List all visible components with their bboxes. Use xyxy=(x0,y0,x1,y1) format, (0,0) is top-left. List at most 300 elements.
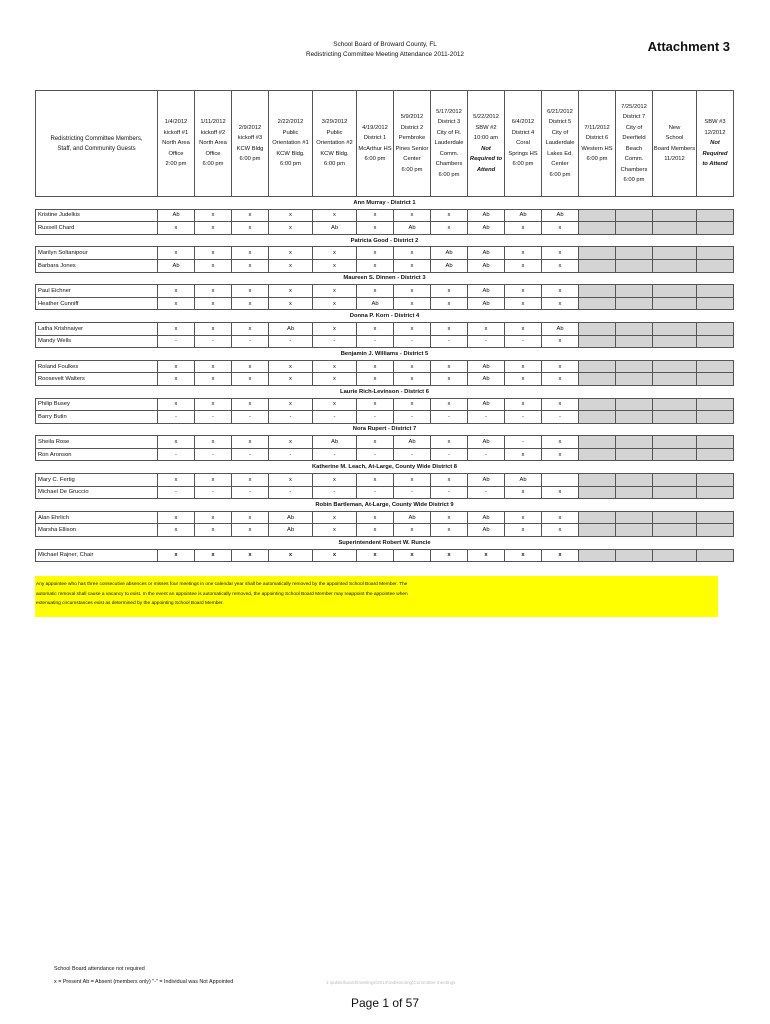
column-header-line: kickoff #2 xyxy=(200,129,226,136)
attendance-cell: x xyxy=(158,474,195,487)
column-header-line: KCW Bldg. xyxy=(320,150,349,157)
attendance-cell: x xyxy=(269,398,313,411)
table-row xyxy=(36,285,734,298)
attendance-cell: x xyxy=(394,297,431,310)
attendance-cell: Ab xyxy=(468,222,505,235)
attendance-cell: - xyxy=(505,436,542,449)
attendance-cell xyxy=(579,209,616,222)
attendance-cell: Ab xyxy=(468,247,505,260)
attendance-cell xyxy=(616,411,653,424)
document-title-line2: Redistricting Committee Meeting Attendance 2011-2012 xyxy=(306,51,464,58)
attendance-cell xyxy=(579,524,616,537)
column-header-line: 6:00 pm xyxy=(364,156,386,162)
attendance-cell: x xyxy=(313,511,357,524)
attendance-cell: - xyxy=(468,448,505,461)
attendance-cell: x xyxy=(542,549,579,562)
attendance-cell: x xyxy=(269,222,313,235)
attendance-cell xyxy=(616,549,653,562)
column-header-line: 11/2012 xyxy=(664,156,685,162)
file-path-watermark: J:\public\board\meetings\2013\redistricting\Committee meetings xyxy=(326,980,456,985)
attachment-label: Attachment 3 xyxy=(647,39,730,54)
attendance-cell: x xyxy=(232,209,269,222)
attendance-cell: x xyxy=(542,511,579,524)
column-header-meeting xyxy=(579,91,616,197)
attendance-cell xyxy=(653,373,697,386)
attendance-cell: Ab xyxy=(394,436,431,449)
attendance-cell: x xyxy=(431,360,468,373)
attendance-cell xyxy=(542,474,579,487)
attendance-cell: Ab xyxy=(468,524,505,537)
attendance-cell: Ab xyxy=(468,285,505,298)
attendance-cell: x xyxy=(158,222,195,235)
attendance-cell xyxy=(653,222,697,235)
attendance-cell xyxy=(616,285,653,298)
column-header-line: Orientation #2 xyxy=(316,140,353,147)
attendance-cell: x xyxy=(232,524,269,537)
attendance-cell xyxy=(697,209,734,222)
attendance-cell: - xyxy=(158,335,195,348)
attendance-cell: x xyxy=(313,398,357,411)
attendance-cell xyxy=(653,398,697,411)
table-row xyxy=(36,222,734,235)
attendance-cell xyxy=(579,335,616,348)
column-header-line: 6:00 pm xyxy=(239,156,261,162)
attendance-cell: x xyxy=(195,259,232,272)
attendance-cell: x xyxy=(357,209,394,222)
table-row xyxy=(36,335,734,348)
attendance-cell: x xyxy=(269,360,313,373)
attendance-cell xyxy=(697,360,734,373)
column-header-line: SBW #2 xyxy=(475,124,497,131)
column-header-meeting xyxy=(195,91,232,197)
attendance-cell: x xyxy=(232,511,269,524)
column-header-line: 2/9/2012 xyxy=(238,124,262,131)
attendance-cell: - xyxy=(357,486,394,499)
attendance-cell: - xyxy=(158,486,195,499)
attendance-cell xyxy=(653,259,697,272)
attendance-cell: x xyxy=(394,549,431,562)
attendance-cell: x xyxy=(357,398,394,411)
column-header-line: SBW #3 xyxy=(704,119,726,126)
attendance-cell: Ab xyxy=(468,436,505,449)
section-header-row xyxy=(36,272,734,285)
column-header-line: Redistricting Committee Members, xyxy=(50,135,143,142)
attendance-cell: x xyxy=(431,398,468,411)
section-title: Benjamin J. Williams - District 5 xyxy=(36,348,734,361)
attendance-cell xyxy=(697,549,734,562)
attendance-cell xyxy=(579,474,616,487)
attendance-cell: Ab xyxy=(468,297,505,310)
column-header-line: Public xyxy=(282,129,299,136)
table-row xyxy=(36,297,734,310)
table-row xyxy=(36,360,734,373)
attendance-cell: x xyxy=(431,549,468,562)
attendance-cell: x xyxy=(195,285,232,298)
attendance-cell xyxy=(616,222,653,235)
attendance-cell: x xyxy=(505,360,542,373)
attendance-cell: x xyxy=(431,373,468,386)
attendance-cell: Ab xyxy=(313,222,357,235)
attendance-cell: - xyxy=(505,335,542,348)
attendance-cell: x xyxy=(505,486,542,499)
column-header-note: Not xyxy=(710,140,720,147)
attendance-cell: x xyxy=(542,398,579,411)
attendance-cell: - xyxy=(269,411,313,424)
table-row xyxy=(36,322,734,335)
attendance-cell: Ab xyxy=(468,474,505,487)
attendance-cell: x xyxy=(357,360,394,373)
column-header-line: Staff, and Community Guests xyxy=(57,145,136,152)
column-header-meeting xyxy=(232,91,269,197)
attendance-cell: - xyxy=(232,411,269,424)
attendance-cell: - xyxy=(468,411,505,424)
column-header-line: 7/11/2012 xyxy=(584,124,610,131)
attendance-cell: x xyxy=(431,297,468,310)
column-header-line: New xyxy=(668,124,681,131)
attendance-cell: x xyxy=(431,209,468,222)
attendance-cell xyxy=(697,222,734,235)
attendance-cell: x xyxy=(195,360,232,373)
section-title: Maureen S. Dinnen - District 3 xyxy=(36,272,734,285)
attendance-cell: - xyxy=(394,486,431,499)
attendance-cell: x xyxy=(195,322,232,335)
attendance-cell: x xyxy=(357,259,394,272)
column-header-line: North Area xyxy=(162,140,190,147)
attendance-cell: Ab xyxy=(468,360,505,373)
attendance-cell xyxy=(616,436,653,449)
attendance-cell: - xyxy=(158,448,195,461)
column-header-note: to Attend xyxy=(702,161,728,168)
attendance-cell: x xyxy=(357,285,394,298)
attendance-cell: x xyxy=(468,322,505,335)
attendance-cell: x xyxy=(357,549,394,562)
attendance-cell: x xyxy=(357,436,394,449)
attendance-cell: x xyxy=(542,524,579,537)
column-header-line: Pembroke xyxy=(398,135,426,141)
column-header-line: Comm. xyxy=(624,156,644,162)
attendance-cell: - xyxy=(269,486,313,499)
column-header-line: 3/29/2012 xyxy=(321,119,348,126)
attendance-cell xyxy=(579,511,616,524)
column-header-line: KCW Bldg xyxy=(236,145,264,152)
attendance-cell xyxy=(579,486,616,499)
attendance-cell: - xyxy=(158,411,195,424)
column-header-line: Deerfield xyxy=(622,135,646,141)
attendance-cell xyxy=(653,524,697,537)
attendance-cell: x xyxy=(313,474,357,487)
table-row xyxy=(36,247,734,260)
attendance-cell: - xyxy=(357,411,394,424)
column-header-line: 6:00 pm xyxy=(324,161,345,168)
attendance-cell: x xyxy=(542,373,579,386)
attendance-cell: x xyxy=(394,524,431,537)
attendance-cell: x xyxy=(232,247,269,260)
attendance-cell: x xyxy=(313,322,357,335)
section-title: Patricia Good - District 2 xyxy=(36,234,734,247)
attendance-cell: Ab xyxy=(313,436,357,449)
attendance-cell: x xyxy=(158,398,195,411)
attendance-cell: - xyxy=(505,411,542,424)
column-header-line: 5/22/2012 xyxy=(473,114,499,120)
attendance-cell: x xyxy=(158,373,195,386)
table-row xyxy=(36,209,734,222)
column-header-line: 1/11/2012 xyxy=(200,119,226,126)
attendance-cell: - xyxy=(468,335,505,348)
attendance-cell xyxy=(616,247,653,260)
notice-line: Any appointee who has three consecutive absences or misses four meetings in one calendar year shall be automatically removed by the appointed School Board Member. The xyxy=(36,582,408,587)
attendance-cell: x xyxy=(195,398,232,411)
section-header-row xyxy=(36,537,734,550)
attendance-cell: x xyxy=(394,474,431,487)
member-name: Mandy Wells xyxy=(36,335,158,348)
column-header-line: 6/21/2012 xyxy=(547,108,573,115)
attendance-cell: x xyxy=(394,209,431,222)
footnote-board-attendance: School Board attendance not required xyxy=(54,966,145,972)
column-header-line: District 3 xyxy=(437,119,461,126)
section-header-row xyxy=(36,499,734,512)
attendance-cell: x xyxy=(232,373,269,386)
attendance-cell: x xyxy=(505,524,542,537)
column-header-line: 5/9/2012 xyxy=(400,114,424,120)
attendance-cell: x xyxy=(394,285,431,298)
attendance-cell: - xyxy=(313,335,357,348)
table-row xyxy=(36,373,734,386)
column-header-line: Center xyxy=(551,161,569,168)
table-row xyxy=(36,259,734,272)
attendance-cell: x xyxy=(195,247,232,260)
attendance-cell: x xyxy=(269,436,313,449)
column-header-line: kickoff #1 xyxy=(163,129,189,136)
attendance-cell xyxy=(616,209,653,222)
table-row xyxy=(36,474,734,487)
attendance-cell: x xyxy=(232,259,269,272)
attendance-cell: x xyxy=(505,511,542,524)
attendance-cell xyxy=(616,322,653,335)
column-header-line: Center xyxy=(403,156,421,162)
column-header-line: Lauderdale xyxy=(545,140,575,147)
section-header-row xyxy=(36,423,734,436)
attendance-cell: x xyxy=(313,360,357,373)
column-header-line: 6:00 pm xyxy=(401,166,423,173)
member-name: Russell Chard xyxy=(36,222,158,235)
attendance-cell: - xyxy=(195,335,232,348)
attendance-cell: x xyxy=(357,322,394,335)
column-header-note: Required xyxy=(702,150,728,157)
attendance-cell: x xyxy=(158,549,195,562)
attendance-cell xyxy=(653,549,697,562)
attendance-cell: x xyxy=(269,247,313,260)
attendance-cell: Ab xyxy=(468,209,505,222)
column-header-line: Pines Senior xyxy=(395,145,429,152)
section-header-row xyxy=(36,310,734,323)
attendance-cell: x xyxy=(357,222,394,235)
attendance-cell: x xyxy=(542,335,579,348)
attendance-cell: x xyxy=(195,222,232,235)
attendance-cell: x xyxy=(542,448,579,461)
attendance-cell: x xyxy=(158,285,195,298)
document-title-line1: School Board of Broward County, FL xyxy=(333,41,437,48)
column-header-meeting xyxy=(697,91,734,197)
attendance-cell: x xyxy=(158,360,195,373)
attendance-cell xyxy=(697,247,734,260)
attendance-cell: x xyxy=(394,373,431,386)
member-name: Heather Cunniff xyxy=(36,297,158,310)
member-name: Sheila Rose xyxy=(36,436,158,449)
attendance-cell: x xyxy=(195,549,232,562)
attendance-cell xyxy=(616,511,653,524)
column-header-line: 2:00 pm xyxy=(165,161,187,168)
attendance-cell: Ab xyxy=(468,398,505,411)
attendance-cell: x xyxy=(269,259,313,272)
table-row xyxy=(36,398,734,411)
attendance-cell: x xyxy=(158,511,195,524)
attendance-cell xyxy=(653,411,697,424)
column-header-line: 6:00 pm xyxy=(549,171,571,178)
attendance-cell: - xyxy=(232,448,269,461)
attendance-cell: x xyxy=(357,474,394,487)
attendance-cell: Ab xyxy=(158,259,195,272)
column-header-line: 6:00 pm xyxy=(202,161,224,168)
attendance-cell xyxy=(616,448,653,461)
column-header-line: 10:00 am xyxy=(473,135,499,141)
attendance-cell: Ab xyxy=(431,247,468,260)
attendance-cell: - xyxy=(195,448,232,461)
attendance-cell: Ab xyxy=(269,322,313,335)
attendance-cell: - xyxy=(195,486,232,499)
attendance-cell: x xyxy=(158,247,195,260)
attendance-cell xyxy=(653,448,697,461)
column-header-line: KCW Bldg. xyxy=(276,150,305,157)
attendance-cell: Ab xyxy=(505,209,542,222)
attendance-cell: x xyxy=(542,285,579,298)
attendance-cell: x xyxy=(431,436,468,449)
column-header-line: Beach xyxy=(625,145,643,152)
footnote-legend: x = Present Ab = Absent (members only) "-" = Individual was Not Appointed xyxy=(54,979,234,985)
column-header-line: District 5 xyxy=(548,119,572,126)
attendance-cell: x xyxy=(505,247,542,260)
column-header-line: 2/22/2012 xyxy=(277,119,304,126)
attendance-cell: x xyxy=(357,511,394,524)
removal-notice xyxy=(35,576,718,617)
column-header-line: 6/4/2012 xyxy=(511,119,535,126)
member-name: Ron Aronson xyxy=(36,448,158,461)
attendance-cell: - xyxy=(431,486,468,499)
column-header-meeting xyxy=(431,91,468,197)
member-name: Barbara Jones xyxy=(36,259,158,272)
attendance-cell: x xyxy=(431,474,468,487)
attendance-cell: x xyxy=(232,398,269,411)
column-header-meeting xyxy=(542,91,579,197)
attendance-cell xyxy=(579,373,616,386)
attendance-cell: x xyxy=(269,297,313,310)
section-header-row xyxy=(36,234,734,247)
table-row xyxy=(36,448,734,461)
attendance-cell: x xyxy=(542,360,579,373)
attendance-cell: x xyxy=(394,398,431,411)
column-header-meeting xyxy=(158,91,195,197)
section-title: Donna P. Korn - District 4 xyxy=(36,310,734,323)
column-header-line: 4/19/2012 xyxy=(362,124,388,131)
attendance-cell: Ab xyxy=(468,511,505,524)
attendance-cell: - xyxy=(394,448,431,461)
attendance-cell: x xyxy=(394,322,431,335)
header-row xyxy=(36,91,734,197)
column-header-note: Required to xyxy=(469,156,503,162)
column-header-line: Office xyxy=(205,150,221,157)
attendance-cell: x xyxy=(357,373,394,386)
column-header-line: Chambers xyxy=(435,161,463,168)
attendance-cell: Ab xyxy=(357,297,394,310)
member-name: Michael De Gruccio xyxy=(36,486,158,499)
column-header-line: Lakes Ed. xyxy=(547,150,573,157)
attendance-cell: - xyxy=(431,335,468,348)
column-header-meeting xyxy=(468,91,505,197)
column-header-line: 6:00 pm xyxy=(512,161,534,168)
attendance-cell xyxy=(579,297,616,310)
attendance-cell: Ab xyxy=(269,524,313,537)
attendance-cell xyxy=(653,335,697,348)
column-header-line: Orientation #1 xyxy=(272,140,309,147)
attendance-cell: x xyxy=(232,322,269,335)
attendance-cell xyxy=(697,297,734,310)
attendance-cell xyxy=(579,222,616,235)
attendance-table xyxy=(35,90,734,562)
table-row xyxy=(36,524,734,537)
table-row xyxy=(36,436,734,449)
attendance-cell: x xyxy=(195,209,232,222)
column-header-meeting xyxy=(357,91,394,197)
member-name: Marsha Ellison xyxy=(36,524,158,537)
column-header-line: District 2 xyxy=(400,124,424,131)
section-title: Robin Bartleman, At-Large, County Wide District 9 xyxy=(36,499,734,512)
attendance-cell: x xyxy=(158,436,195,449)
attendance-cell xyxy=(653,486,697,499)
section-header-row xyxy=(36,348,734,361)
attendance-cell: x xyxy=(313,285,357,298)
member-name: Latha Krishnaiyer xyxy=(36,322,158,335)
attendance-cell: x xyxy=(313,209,357,222)
attendance-cell: x xyxy=(394,247,431,260)
attendance-cell: x xyxy=(505,285,542,298)
attendance-cell: x xyxy=(313,549,357,562)
section-title: Superintendent Robert W. Runcie xyxy=(36,537,734,550)
attendance-cell: Ab xyxy=(269,511,313,524)
attendance-cell: Ab xyxy=(394,511,431,524)
attendance-cell: x xyxy=(232,297,269,310)
table-row xyxy=(36,486,734,499)
column-header-line: Lauderdale xyxy=(434,140,464,147)
attendance-cell xyxy=(653,322,697,335)
attendance-cell xyxy=(579,549,616,562)
attendance-cell: x xyxy=(505,322,542,335)
notice-line: automatic removal shall cause a vacancy to exist. In the event an appointee is automatically removed, the appointing School Board Member may reappoint the appointee when xyxy=(36,591,408,597)
section-title: Laurie Rich-Levinson - District 6 xyxy=(36,385,734,398)
attendance-cell: x xyxy=(313,259,357,272)
column-header-line: District 7 xyxy=(622,114,646,120)
attendance-cell: - xyxy=(269,448,313,461)
attendance-cell: - xyxy=(313,486,357,499)
column-header-line: Western HS xyxy=(581,145,613,152)
attendance-cell: - xyxy=(468,486,505,499)
attendance-cell xyxy=(579,247,616,260)
attendance-cell: x xyxy=(542,247,579,260)
attendance-cell xyxy=(697,486,734,499)
table-body xyxy=(36,197,734,562)
column-header-line: Board Members xyxy=(653,145,696,152)
table-header xyxy=(36,91,734,197)
attendance-cell: x xyxy=(195,436,232,449)
column-header-line: North Area xyxy=(199,140,227,147)
